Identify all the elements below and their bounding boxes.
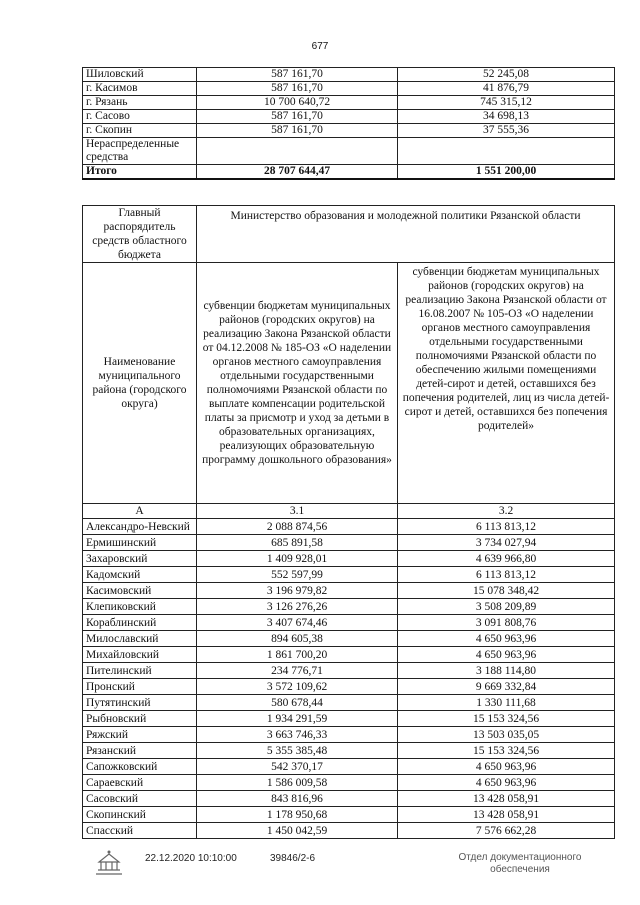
budget-table-top xyxy=(82,67,615,180)
district-name: Путятинский xyxy=(83,695,197,711)
district-name: Сараевский xyxy=(83,775,197,791)
table-row xyxy=(83,96,615,110)
header-main-left: Главный распорядитель средств областного бюджета xyxy=(83,206,197,263)
value-col32: 1 330 111,68 xyxy=(398,695,615,711)
value-col1 xyxy=(197,138,398,165)
district-name: Милославский xyxy=(83,631,197,647)
district-name: Касимовский xyxy=(83,583,197,599)
table-row xyxy=(83,615,615,631)
value-col1: 587 161,70 xyxy=(197,82,398,96)
value-col2: 745 315,12 xyxy=(398,96,615,110)
page-number: 677 xyxy=(311,41,329,52)
table-row xyxy=(83,647,615,663)
table-row xyxy=(83,551,615,567)
district-name: Нераспределенные средства xyxy=(83,138,197,165)
header-col1: субвенции бюджетам муниципальных районов (городских округов) на реализацию Закона Рязанской области от 04.12.2008 № 185-ОЗ «О наделении органов местного самоуправления отдельными государственными полномочиями Рязанской области по выплате компенсации родительской платы за присмотр и уход за детьми в образовательных организациях, реализующих образовательную программу дошкольного образования» xyxy=(197,263,398,504)
value-col32: 4 639 966,80 xyxy=(398,551,615,567)
value-col31: 1 934 291,59 xyxy=(197,711,398,727)
district-name: Захаровский xyxy=(83,551,197,567)
value-col1: 587 161,70 xyxy=(197,110,398,124)
budget-table-subventions xyxy=(82,205,615,839)
code-32: 3.2 xyxy=(398,504,615,519)
value-col32: 3 091 808,76 xyxy=(398,615,615,631)
duma-logo-icon xyxy=(92,848,126,878)
value-col32: 3 188 114,80 xyxy=(398,663,615,679)
table-row xyxy=(83,807,615,823)
total-col1: 28 707 644,47 xyxy=(197,165,398,180)
value-col32: 15 153 324,56 xyxy=(398,743,615,759)
value-col1: 587 161,70 xyxy=(197,124,398,138)
table-row xyxy=(83,583,615,599)
value-col31: 1 586 009,58 xyxy=(197,775,398,791)
value-col1: 587 161,70 xyxy=(197,68,398,82)
table-row xyxy=(83,138,615,165)
district-name: Ряжский xyxy=(83,727,197,743)
total-col2: 1 551 200,00 xyxy=(398,165,615,180)
value-col32: 15 078 348,42 xyxy=(398,583,615,599)
district-name: Пронский xyxy=(83,679,197,695)
district-name: Пителинский xyxy=(83,663,197,679)
district-name: г. Сасово xyxy=(83,110,197,124)
total-label: Итого xyxy=(83,165,197,180)
value-col32: 4 650 963,96 xyxy=(398,647,615,663)
value-col31: 1 178 950,68 xyxy=(197,807,398,823)
value-col31: 3 126 276,26 xyxy=(197,599,398,615)
value-col32: 4 650 963,96 xyxy=(398,631,615,647)
table-row xyxy=(83,727,615,743)
value-col31: 1 861 700,20 xyxy=(197,647,398,663)
value-col31: 234 776,71 xyxy=(197,663,398,679)
footer-doc-id: 39846/2-6 xyxy=(270,853,316,864)
value-col31: 552 597,99 xyxy=(197,567,398,583)
header-main-right: Министерство образования и молодежной политики Рязанской области xyxy=(197,206,615,263)
district-name: Михайловский xyxy=(83,647,197,663)
district-name: Кадомский xyxy=(83,567,197,583)
value-col31: 3 407 674,46 xyxy=(197,615,398,631)
table-row xyxy=(83,743,615,759)
district-name: Клепиковский xyxy=(83,599,197,615)
value-col2: 52 245,08 xyxy=(398,68,615,82)
value-col31: 894 605,38 xyxy=(197,631,398,647)
code-a: А xyxy=(83,504,197,519)
table-row xyxy=(83,124,615,138)
value-col32: 9 669 332,84 xyxy=(398,679,615,695)
value-col31: 843 816,96 xyxy=(197,791,398,807)
table-row xyxy=(83,82,615,96)
header-sub-left: Наименование муниципального района (городского округа) xyxy=(83,263,197,504)
value-col2 xyxy=(398,138,615,165)
district-name: г. Скопин xyxy=(83,124,197,138)
header-col2: субвенции бюджетам муниципальных районов (городских округов) на реализацию Закона Рязанской области от 16.08.2007 № 105-ОЗ «О наделении органов местного самоуправления отдельными государственными полномочиями Рязанской области по обеспечению жилыми помещениями детей-сирот и детей, оставшихся без попечения родителей, лиц из числа детей-сирот и детей, оставшихся без попечения родителей» xyxy=(398,263,615,504)
value-col32: 13 428 058,91 xyxy=(398,807,615,823)
table-row xyxy=(83,695,615,711)
value-col32: 6 113 813,12 xyxy=(398,519,615,535)
table-row xyxy=(83,775,615,791)
value-col32: 3 508 209,89 xyxy=(398,599,615,615)
value-col2: 37 555,36 xyxy=(398,124,615,138)
district-name: Александро-Невский xyxy=(83,519,197,535)
table-row xyxy=(83,519,615,535)
value-col31: 580 678,44 xyxy=(197,695,398,711)
value-col31: 542 370,17 xyxy=(197,759,398,775)
district-name: Рязанский xyxy=(83,743,197,759)
table-row xyxy=(83,711,615,727)
value-col2: 41 876,79 xyxy=(398,82,615,96)
district-name: Спасский xyxy=(83,823,197,839)
table-row xyxy=(83,599,615,615)
value-col32: 13 428 058,91 xyxy=(398,791,615,807)
table-row xyxy=(83,535,615,551)
value-col31: 1 450 042,59 xyxy=(197,823,398,839)
district-name: Рыбновский xyxy=(83,711,197,727)
value-col32: 15 153 324,56 xyxy=(398,711,615,727)
value-col2: 34 698,13 xyxy=(398,110,615,124)
value-col31: 3 196 979,82 xyxy=(197,583,398,599)
district-name: Кораблинский xyxy=(83,615,197,631)
district-name: г. Рязань xyxy=(83,96,197,110)
table-row xyxy=(83,679,615,695)
district-name: Скопинский xyxy=(83,807,197,823)
district-name: г. Касимов xyxy=(83,82,197,96)
total-row xyxy=(83,165,615,180)
value-col1: 10 700 640,72 xyxy=(197,96,398,110)
table-row xyxy=(83,68,615,82)
value-col31: 5 355 385,48 xyxy=(197,743,398,759)
table-row xyxy=(83,567,615,583)
value-col31: 2 088 874,56 xyxy=(197,519,398,535)
table-row xyxy=(83,631,615,647)
value-col31: 3 572 109,62 xyxy=(197,679,398,695)
district-name: Шиловский xyxy=(83,68,197,82)
table-row xyxy=(83,110,615,124)
footer-datetime: 22.12.2020 10:10:00 xyxy=(145,853,237,864)
table-row xyxy=(83,759,615,775)
district-name: Сапожковский xyxy=(83,759,197,775)
value-col32: 4 650 963,96 xyxy=(398,759,615,775)
district-name: Сасовский xyxy=(83,791,197,807)
value-col32: 7 576 662,28 xyxy=(398,823,615,839)
footer-stamp: Отдел документационного обеспечения xyxy=(458,852,582,875)
value-col32: 6 113 813,12 xyxy=(398,567,615,583)
table-row xyxy=(83,663,615,679)
value-col31: 1 409 928,01 xyxy=(197,551,398,567)
value-col31: 685 891,58 xyxy=(197,535,398,551)
value-col32: 3 734 027,94 xyxy=(398,535,615,551)
table-row xyxy=(83,791,615,807)
value-col31: 3 663 746,33 xyxy=(197,727,398,743)
code-31: 3.1 xyxy=(197,504,398,519)
table-row xyxy=(83,823,615,839)
district-name: Ермишинский xyxy=(83,535,197,551)
value-col32: 4 650 963,96 xyxy=(398,775,615,791)
value-col32: 13 503 035,05 xyxy=(398,727,615,743)
